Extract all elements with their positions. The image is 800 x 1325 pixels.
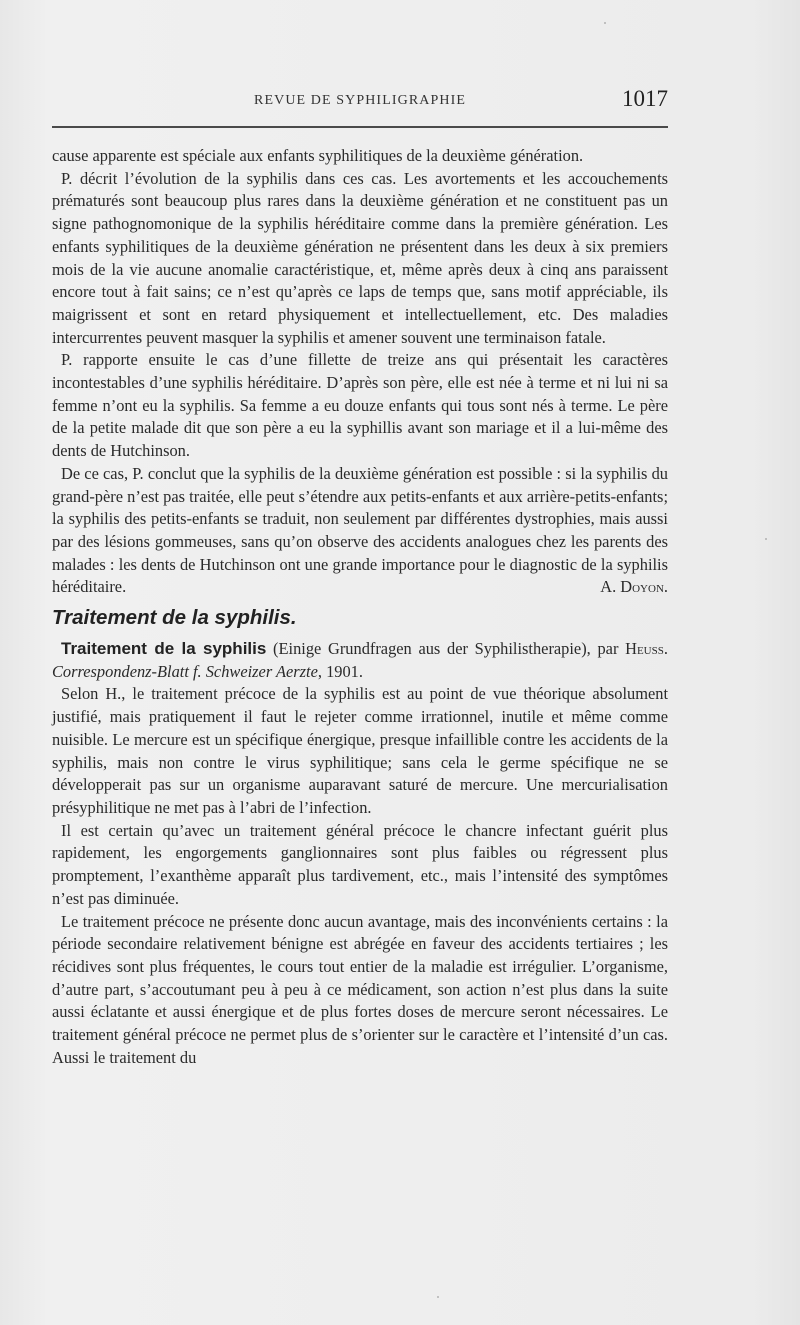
paragraph-evolution: P. décrit l’évolution de la syphilis dans ces cas. Les avortements et les accouchements prématurés sont beaucoup plus rares dans la deuxième génération et ne constituent pas un signe pathognomonique de la syphilis héréditaire comme dans la première génération. Les enfants syphilitiques de la deuxième génération ne présentent dans les deux à six premiers mois de la vie aucune anomalie caractéristique, et, même après deux à cinq ans paraissent encore tout à fait sains; ce n’est qu’après ce laps de temps que, sans motif appréciable, ils maigrissent et sont en retard physiquement et intellectuellement, etc. Des maladies intercurrentes peuvent masquer la syphilis et amener souvent une terminaison fatale. bbox=[52, 168, 668, 347]
running-head: REVUE DE SYPHILIGRAPHIE bbox=[254, 93, 466, 108]
paper-speck bbox=[437, 1296, 439, 1298]
paragraph-treatment-effects: Il est certain qu’avec un traitement général précoce le chancre infectant guérit plus rapidement, les engorgements ganglionnaires sont plus faibles ou régressent plus promptement, l’exanthème apparaît plus tardivement, etc., mais l’intensité des symptômes n’est pas diminuée. bbox=[52, 820, 668, 908]
paragraph-continuation: cause apparente est spéciale aux enfants syphilitiques de la deuxième génération. bbox=[52, 146, 584, 165]
section-title: Traitement de la syphilis. bbox=[52, 606, 297, 630]
reference-opening: (Einige Grundfragen aus der Syphilistherapie), par bbox=[273, 639, 619, 659]
paragraph-treatment-opinion: Selon H., le traitement précoce de la syphilis est au point de vue théorique absolument justifié, mais pratiquement il faut le rejeter comme irrationnel, inutile et même comme nuisible. Le mercure est un spécifique énergique, presque infaillible contre les accidents de la syphilis, mais non contre le virus syphilitique; sans cela le germe spécifique ne se développerait pas sur un organisme auparavant saturé de mercure. Une mercurialisation présyphilitique ne met pas à l’abri de l’infection. bbox=[52, 684, 668, 817]
reference-author: Heuss. bbox=[625, 639, 668, 659]
signature bbox=[591, 576, 668, 599]
reference-journal: Correspondenz-Blatt f. Schweizer Aerzte bbox=[52, 661, 318, 681]
signature-initial: A. bbox=[600, 577, 617, 597]
page-body bbox=[52, 145, 668, 1069]
page-header bbox=[52, 86, 668, 118]
entry-title: Traitement de la syphilis bbox=[61, 639, 267, 659]
paragraph-case-report: P. rapporte ensuite le cas d’une fillette de treize ans qui présentait les caractères incontestables d’une syphilis héréditaire. D’après son père, elle est née à terme et ni lui ni sa femme n’ont eu la syphilis. Sa femme a eu douze enfants qui tous sont nés à terme. Le père de la petite malade dit que son père a eu la syphillis avant son mariage et il a lui-même des dents de Hutchinson. bbox=[52, 350, 668, 461]
entry-reference bbox=[52, 638, 668, 683]
paragraph-conclusion bbox=[52, 463, 668, 599]
paragraph-treatment-drawbacks: Le traitement précoce ne présente donc aucun avantage, mais des inconvénients certains : la période secondaire relativement bénigne est abrégée en faveur des accidents tertiaires ; les récidives sont plus fréquentes, le cours tout entier de la maladie est irrégulier. L’organisme, d’autre part, s’accoutumant peu à peu à ce médicament, son action n’est plus dans la suite aussi éclatante et aussi énergique et de plus fortes doses de mercure seront nécessaires. Le traitement général précoce ne permet plus de s’orienter sur le caractère et l’intensité d’un cas. Aussi le traitement du bbox=[52, 911, 668, 1067]
page-number: 1017 bbox=[622, 86, 668, 111]
conclusion-text: De ce cas, P. conclut que la syphilis de la deuxième génération est possible : si la syphilis du grand-père n’est pas traitée, elle peut s’étendre aux petits-enfants et aux arrière-petits-enfants; la syphilis des petits-enfants se traduit, non seulement par différentes dystrophies, mais aussi par des lésions gommeuses, sans qu’on observe des accidents analogues chez les parents des malades : les dents de Hutchinson ont une grande importance pour le diagnostic de la syphilis héréditaire. bbox=[52, 463, 668, 597]
header-rule bbox=[52, 126, 668, 128]
paper-speck bbox=[604, 22, 606, 24]
paper-speck bbox=[765, 538, 767, 540]
reference-closing: , 1901. bbox=[317, 661, 363, 681]
signature-name: Doyon. bbox=[620, 577, 668, 597]
